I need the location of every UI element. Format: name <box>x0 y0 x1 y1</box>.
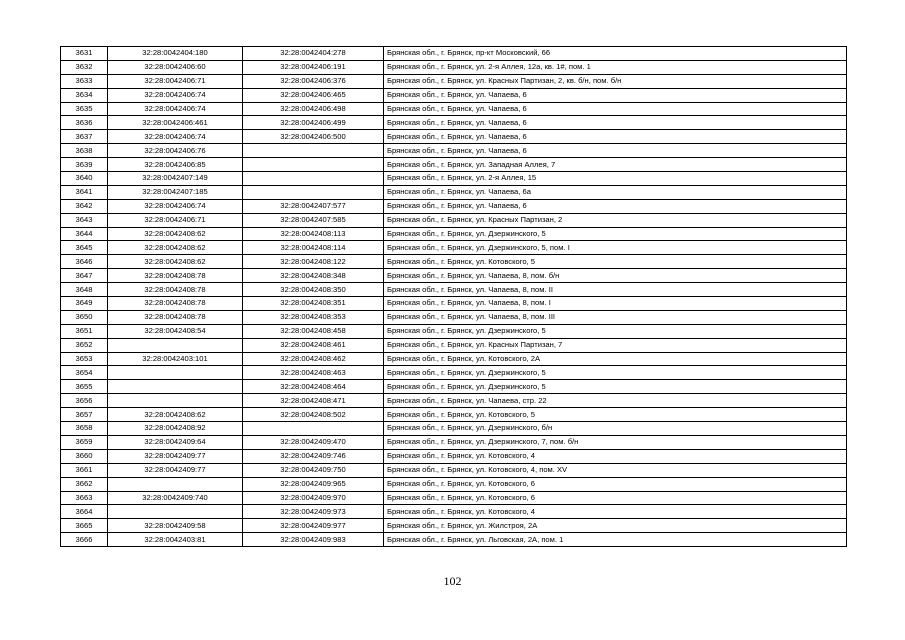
cadastral-object-cell: 32:28:0042409:977 <box>243 519 384 533</box>
row-number-cell: 3664 <box>61 505 108 519</box>
table-row <box>61 324 847 338</box>
row-number-cell: 3634 <box>61 88 108 102</box>
address-cell: Брянская обл., г. Брянск, ул. Чапаева, 6 <box>384 102 847 116</box>
cadastral-object-cell: 32:28:0042406:465 <box>243 88 384 102</box>
table-row <box>61 297 847 311</box>
row-number-cell: 3645 <box>61 241 108 255</box>
cadastral-parent-cell: 32:28:0042406:74 <box>108 130 243 144</box>
table-row <box>61 463 847 477</box>
cadastral-object-cell: 32:28:0042404:278 <box>243 47 384 61</box>
cadastral-object-cell: 32:28:0042409:746 <box>243 449 384 463</box>
row-number-cell: 3665 <box>61 519 108 533</box>
row-number-cell: 3654 <box>61 366 108 380</box>
table-row <box>61 241 847 255</box>
cadastral-parent-cell: 32:28:0042408:54 <box>108 324 243 338</box>
row-number-cell: 3662 <box>61 477 108 491</box>
address-cell: Брянская обл., г. Брянск, ул. Красных Партизан, 2 <box>384 213 847 227</box>
cadastral-object-cell: 32:28:0042409:470 <box>243 435 384 449</box>
table-row <box>61 477 847 491</box>
table-row <box>61 47 847 61</box>
address-cell: Брянская обл., г. Брянск, ул. Льговская, 2А, пом. 1 <box>384 533 847 547</box>
table-row <box>61 185 847 199</box>
cadastral-parent-cell: 32:28:0042408:92 <box>108 422 243 436</box>
row-number-cell: 3649 <box>61 297 108 311</box>
cadastral-object-cell: 32:28:0042406:191 <box>243 60 384 74</box>
table-row <box>61 394 847 408</box>
row-number-cell: 3656 <box>61 394 108 408</box>
cadastral-parent-cell: 32:28:0042406:76 <box>108 144 243 158</box>
cadastral-object-cell: 32:28:0042408:113 <box>243 227 384 241</box>
address-cell: Брянская обл., г. Брянск, ул. Котовского, 4 <box>384 505 847 519</box>
cadastral-parent-cell: 32:28:0042409:64 <box>108 435 243 449</box>
cadastral-object-cell: 32:28:0042409:750 <box>243 463 384 477</box>
cadastral-object-cell: 32:28:0042408:114 <box>243 241 384 255</box>
cadastral-object-cell <box>243 185 384 199</box>
row-number-cell: 3631 <box>61 47 108 61</box>
cadastral-parent-cell: 32:28:0042406:85 <box>108 158 243 172</box>
table-row <box>61 366 847 380</box>
table-row <box>61 283 847 297</box>
cadastral-parent-cell: 32:28:0042409:77 <box>108 463 243 477</box>
address-cell: Брянская обл., г. Брянск, ул. Котовского, 2А <box>384 352 847 366</box>
row-number-cell: 3641 <box>61 185 108 199</box>
address-cell: Брянская обл., г. Брянск, ул. Чапаева, 8, пом. III <box>384 310 847 324</box>
cadastral-parent-cell <box>108 338 243 352</box>
cadastral-object-cell: 32:28:0042409:970 <box>243 491 384 505</box>
table-row <box>61 380 847 394</box>
table-row <box>61 449 847 463</box>
table-row <box>61 116 847 130</box>
row-number-cell: 3637 <box>61 130 108 144</box>
row-number-cell: 3640 <box>61 172 108 186</box>
row-number-cell: 3646 <box>61 255 108 269</box>
row-number-cell: 3658 <box>61 422 108 436</box>
table-row <box>61 102 847 116</box>
table-row <box>61 338 847 352</box>
table-row <box>61 213 847 227</box>
table-row <box>61 408 847 422</box>
table-row <box>61 199 847 213</box>
cadastral-parent-cell: 32:28:0042407:149 <box>108 172 243 186</box>
cadastral-object-cell: 32:28:0042408:502 <box>243 408 384 422</box>
cadastral-object-cell: 32:28:0042408:471 <box>243 394 384 408</box>
address-cell: Брянская обл., г. Брянск, ул. Чапаева, 6 <box>384 130 847 144</box>
cadastral-parent-cell: 32:28:0042404:180 <box>108 47 243 61</box>
row-number-cell: 3644 <box>61 227 108 241</box>
row-number-cell: 3647 <box>61 269 108 283</box>
cadastral-parent-cell: 32:28:0042403:81 <box>108 533 243 547</box>
address-cell: Брянская обл., г. Брянск, ул. Чапаева, 6 <box>384 144 847 158</box>
cadastral-object-cell: 32:28:0042408:122 <box>243 255 384 269</box>
cadastral-object-cell: 32:28:0042408:462 <box>243 352 384 366</box>
cadastral-parent-cell <box>108 477 243 491</box>
address-cell: Брянская обл., г. Брянск, ул. Дзержинского, 5 <box>384 380 847 394</box>
row-number-cell: 3632 <box>61 60 108 74</box>
cadastral-object-cell <box>243 158 384 172</box>
table-row <box>61 227 847 241</box>
address-cell: Брянская обл., г. Брянск, ул. Дзержинского, 7, пом. б/н <box>384 435 847 449</box>
cadastral-object-cell: 32:28:0042408:350 <box>243 283 384 297</box>
cadastral-object-cell: 32:28:0042408:458 <box>243 324 384 338</box>
address-cell: Брянская обл., г. Брянск, ул. Котовского, 4, пом. XV <box>384 463 847 477</box>
cadastral-object-cell <box>243 144 384 158</box>
address-cell: Брянская обл., г. Брянск, ул. Дзержинского, б/н <box>384 422 847 436</box>
address-cell: Брянская обл., г. Брянск, ул. Дзержинского, 5 <box>384 227 847 241</box>
cadastral-object-cell: 32:28:0042406:376 <box>243 74 384 88</box>
address-cell: Брянская обл., г. Брянск, ул. Западная Аллея, 7 <box>384 158 847 172</box>
table-row <box>61 88 847 102</box>
cadastral-object-cell: 32:28:0042408:353 <box>243 310 384 324</box>
cadastral-parent-cell: 32:28:0042408:78 <box>108 297 243 311</box>
cadastral-object-cell: 32:28:0042408:461 <box>243 338 384 352</box>
table-row <box>61 491 847 505</box>
cadastral-parent-cell: 32:28:0042408:62 <box>108 227 243 241</box>
address-cell: Брянская обл., г. Брянск, ул. Чапаева, 6 <box>384 116 847 130</box>
address-cell: Брянская обл., г. Брянск, ул. Чапаева, 6а <box>384 185 847 199</box>
table-row <box>61 255 847 269</box>
address-cell: Брянская обл., г. Брянск, ул. Дзержинского, 5 <box>384 366 847 380</box>
cadastral-parent-cell <box>108 366 243 380</box>
address-cell: Брянская обл., г. Брянск, ул. Дзержинского, 5, пом. I <box>384 241 847 255</box>
table-row <box>61 144 847 158</box>
cadastral-object-cell: 32:28:0042409:965 <box>243 477 384 491</box>
row-number-cell: 3650 <box>61 310 108 324</box>
table-row <box>61 310 847 324</box>
row-number-cell: 3666 <box>61 533 108 547</box>
row-number-cell: 3652 <box>61 338 108 352</box>
row-number-cell: 3653 <box>61 352 108 366</box>
registry-table-body <box>61 47 847 547</box>
cadastral-object-cell: 32:28:0042408:463 <box>243 366 384 380</box>
row-number-cell: 3659 <box>61 435 108 449</box>
cadastral-parent-cell: 32:28:0042408:78 <box>108 283 243 297</box>
address-cell: Брянская обл., г. Брянск, ул. Дзержинского, 5 <box>384 324 847 338</box>
address-cell: Брянская обл., г. Брянск, ул. Чапаева, 8, пом. I <box>384 297 847 311</box>
row-number-cell: 3648 <box>61 283 108 297</box>
address-cell: Брянская обл., г. Брянск, ул. Котовского, 5 <box>384 408 847 422</box>
cadastral-parent-cell: 32:28:0042406:71 <box>108 213 243 227</box>
table-row <box>61 505 847 519</box>
page-number: 102 <box>443 574 462 588</box>
cadastral-object-cell: 32:28:0042408:348 <box>243 269 384 283</box>
cadastral-object-cell: 32:28:0042409:983 <box>243 533 384 547</box>
cadastral-parent-cell: 32:28:0042406:74 <box>108 88 243 102</box>
address-cell: Брянская обл., г. Брянск, ул. Котовского, 6 <box>384 477 847 491</box>
table-row <box>61 130 847 144</box>
row-number-cell: 3651 <box>61 324 108 338</box>
address-cell: Брянская обл., г. Брянск, ул. Красных Партизан, 2, кв. б/н, пом. б/н <box>384 74 847 88</box>
cadastral-parent-cell: 32:28:0042409:58 <box>108 519 243 533</box>
cadastral-parent-cell <box>108 380 243 394</box>
cadastral-parent-cell <box>108 505 243 519</box>
address-cell: Брянская обл., г. Брянск, ул. Жилстроя, 2А <box>384 519 847 533</box>
row-number-cell: 3661 <box>61 463 108 477</box>
address-cell: Брянская обл., г. Брянск, ул. 2-я Аллея, 12а, кв. 1#, пом. 1 <box>384 60 847 74</box>
table-row <box>61 519 847 533</box>
cadastral-object-cell <box>243 422 384 436</box>
row-number-cell: 3642 <box>61 199 108 213</box>
table-row <box>61 269 847 283</box>
address-cell: Брянская обл., г. Брянск, ул. Красных Партизан, 7 <box>384 338 847 352</box>
cadastral-object-cell: 32:28:0042408:464 <box>243 380 384 394</box>
table-row <box>61 60 847 74</box>
row-number-cell: 3643 <box>61 213 108 227</box>
cadastral-object-cell: 32:28:0042407:585 <box>243 213 384 227</box>
cadastral-object-cell: 32:28:0042406:498 <box>243 102 384 116</box>
cadastral-parent-cell: 32:28:0042408:78 <box>108 310 243 324</box>
row-number-cell: 3633 <box>61 74 108 88</box>
cadastral-parent-cell: 32:28:0042406:74 <box>108 102 243 116</box>
table-row <box>61 422 847 436</box>
table-row <box>61 352 847 366</box>
row-number-cell: 3657 <box>61 408 108 422</box>
address-cell: Брянская обл., г. Брянск, ул. 2-я Аллея, 15 <box>384 172 847 186</box>
row-number-cell: 3663 <box>61 491 108 505</box>
address-cell: Брянская обл., г. Брянск, ул. Чапаева, 8, пом. II <box>384 283 847 297</box>
cadastral-object-cell: 32:28:0042407:577 <box>243 199 384 213</box>
row-number-cell: 3638 <box>61 144 108 158</box>
cadastral-parent-cell: 32:28:0042406:60 <box>108 60 243 74</box>
cadastral-object-cell: 32:28:0042406:500 <box>243 130 384 144</box>
cadastral-parent-cell: 32:28:0042408:62 <box>108 255 243 269</box>
cadastral-parent-cell: 32:28:0042409:740 <box>108 491 243 505</box>
row-number-cell: 3655 <box>61 380 108 394</box>
cadastral-object-cell <box>243 172 384 186</box>
cadastral-object-cell: 32:28:0042409:973 <box>243 505 384 519</box>
table-row <box>61 158 847 172</box>
cadastral-parent-cell: 32:28:0042407:185 <box>108 185 243 199</box>
cadastral-object-cell: 32:28:0042408:351 <box>243 297 384 311</box>
cadastral-parent-cell: 32:28:0042406:71 <box>108 74 243 88</box>
cadastral-parent-cell: 32:28:0042408:78 <box>108 269 243 283</box>
row-number-cell: 3636 <box>61 116 108 130</box>
cadastral-parent-cell: 32:28:0042409:77 <box>108 449 243 463</box>
address-cell: Брянская обл., г. Брянск, ул. Котовского, 5 <box>384 255 847 269</box>
cadastral-parent-cell: 32:28:0042408:62 <box>108 408 243 422</box>
table-row <box>61 533 847 547</box>
address-cell: Брянская обл., г. Брянск, ул. Котовского, 4 <box>384 449 847 463</box>
address-cell: Брянская обл., г. Брянск, ул. Чапаева, 6 <box>384 199 847 213</box>
table-row <box>61 74 847 88</box>
address-cell: Брянская обл., г. Брянск, ул. Чапаева, 6 <box>384 88 847 102</box>
row-number-cell: 3635 <box>61 102 108 116</box>
address-cell: Брянская обл., г. Брянск, ул. Чапаева, 8, пом. б/н <box>384 269 847 283</box>
cadastral-parent-cell: 32:28:0042403:101 <box>108 352 243 366</box>
row-number-cell: 3639 <box>61 158 108 172</box>
cadastral-parent-cell: 32:28:0042408:62 <box>108 241 243 255</box>
address-cell: Брянская обл., г. Брянск, ул. Котовского, 6 <box>384 491 847 505</box>
table-row <box>61 172 847 186</box>
cadastral-parent-cell: 32:28:0042406:461 <box>108 116 243 130</box>
address-cell: Брянская обл., г. Брянск, ул. Чапаева, стр. 22 <box>384 394 847 408</box>
cadastral-parent-cell <box>108 394 243 408</box>
cadastral-object-cell: 32:28:0042406:499 <box>243 116 384 130</box>
row-number-cell: 3660 <box>61 449 108 463</box>
address-cell: Брянская обл., г. Брянск, пр-кт Московский, 66 <box>384 47 847 61</box>
table-row <box>61 435 847 449</box>
registry-table <box>60 46 847 547</box>
cadastral-parent-cell: 32:28:0042406:74 <box>108 199 243 213</box>
